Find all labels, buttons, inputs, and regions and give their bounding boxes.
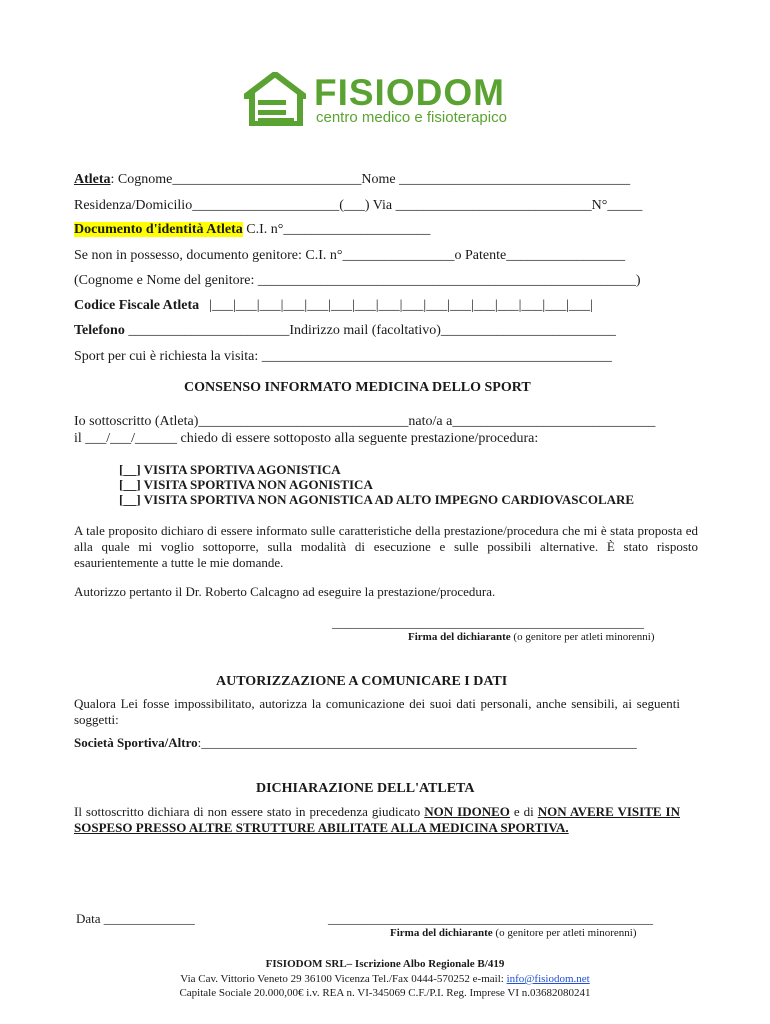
authorization-paragraph: Qualora Lei fosse impossibilitato, autorizza la comunicazione dei suoi dati personali, anche sensibili, ai seguenti soggetti: [74,696,680,727]
fiscal-code-boxes: |___|___|___|___|___|___|___|___|___|___|___|___|___|___|___|___| [209,298,593,313]
fiscal-code-label: Codice Fiscale Atleta [74,298,200,313]
sports-club-line: :___________________________________________________________________ [197,735,637,750]
signature-note-2: (o genitore per atleti minorenni) [492,927,637,939]
signature-caption-2 [390,927,637,939]
signature-caption-1 [408,631,655,643]
phone-label: Telefono [74,323,125,338]
undersigned-field[interactable]: Io sottoscritto (Atleta)______________________________nato/a a_____________________________ [74,414,656,429]
authorize-text: Autorizzo pertanto il Dr. Roberto Calcagno ad eseguire la prestazione/procedura. [74,584,496,599]
athlete-name-line: : Cognome___________________________Nome _________________________________ [110,172,631,187]
date-procedure-line[interactable]: il ___/___/______ chiedo di essere sottoposto alla seguente prestazione/procedura: [74,431,539,446]
option-non-agonistica[interactable]: [__] VISITA SPORTIVA NON AGONISTICA [119,477,373,492]
consent-title: CONSENSO INFORMATO MEDICINA DELLO SPORT [184,380,531,395]
footer-address [0,973,770,985]
id-document-field[interactable] [74,222,430,238]
footer-address-text: Via Cav. Vittorio Veneto 29 36100 Vicenza Tel./Fax 0444-570252 e-mail: [180,973,507,985]
athlete-label: Atleta [74,172,111,187]
footer-company: FISIODOM SRL– Iscrizione Albo Regionale B/419 [265,958,505,970]
signature-line-2[interactable]: __________________________________________________ [328,911,653,926]
sports-club-field[interactable] [74,735,637,751]
declaration-paragraph [74,804,680,836]
id-document-label: Documento d'identità Atleta [74,222,243,237]
signature-line-1[interactable]: ________________________________________________ [332,615,644,630]
logo-name: FISIODOM [314,72,505,113]
non-avere-text: NON AVERE VISITE IN SOSPESO PRESSO ALTRE STRUTTURE ABILITATE ALLA MEDICINA SPORTIVA. [74,804,680,835]
phone-email-line: _______________________Indirizzo mail (facoltativo)_________________________ [124,323,616,338]
authorization-title: AUTORIZZAZIONE A COMUNICARE I DATI [216,674,508,689]
declaration-text-before: Il sottoscritto dichiara di non essere stato in precedenza giudicato [74,804,425,819]
fiscal-code-field[interactable] [74,298,593,314]
option-agonistica[interactable]: [__] VISITA SPORTIVA AGONISTICA [119,462,341,477]
signature-note-1: (o genitore per atleti minorenni) [510,631,655,643]
id-document-line: C.I. n°_____________________ [242,222,431,237]
footer-email-link[interactable]: info@fisiodom.net [506,973,590,985]
declaration-text-mid: e di [509,804,538,819]
parent-document-field[interactable]: Se non in possesso, documento genitore: C.I. n°________________o Patente_________________ [74,248,626,263]
house-logo-icon [244,72,306,126]
option-alto-impegno[interactable]: [__] VISITA SPORTIVA NON AGONISTICA AD ALTO IMPEGNO CARDIOVASCOLARE [119,492,635,507]
date-field[interactable]: Data ______________ [76,911,195,926]
non-idoneo-text: NON IDONEO [424,804,510,819]
sports-club-label: Società Sportiva/Altro [74,735,198,750]
logo-subtitle: centro medico e fisioterapico [316,109,507,126]
phone-email-field[interactable] [74,323,616,339]
declaration-title: DICHIARAZIONE DELL'ATLETA [256,781,475,796]
signature-label-2: Firma del dichiarante [390,927,493,939]
consent-paragraph: A tale proposito dichiaro di essere informato sulle caratteristiche della prestazione/procedura che mi è stata proposta ed alla quale mi voglio sottoporre, sulla modalità di esecuzione e sulle possibili alternative. È stato risposto esaurientemente a tutte le mie domande. [74,523,698,570]
sport-field[interactable]: Sport per cui è richiesta la visita: __________________________________________________ [74,349,612,364]
athlete-name-field[interactable] [74,172,630,188]
parent-name-field[interactable]: (Cognome e Nome del genitore: ______________________________________________________) [74,273,641,288]
residence-field[interactable]: Residenza/Domicilio_____________________(___) Via ____________________________N°_____ [74,198,643,213]
signature-label-1: Firma del dichiarante [408,631,511,643]
footer-registry: Capitale Sociale 20.000,00€ i.v. REA n. VI-345069 C.F./P.I. Reg. Imprese VI n.03682080241 [179,987,591,999]
